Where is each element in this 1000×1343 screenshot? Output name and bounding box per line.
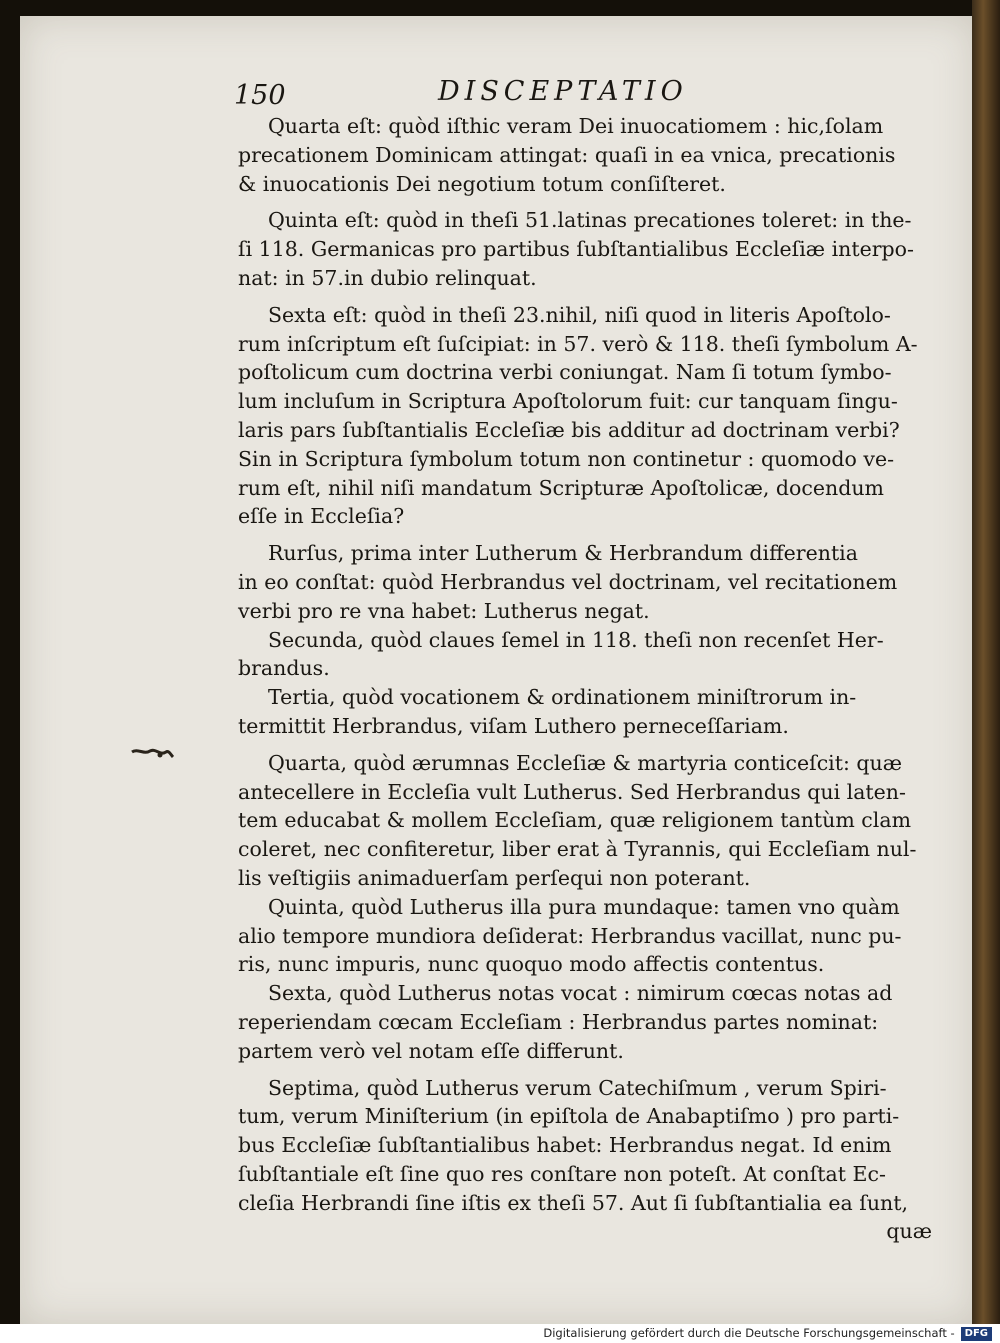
book-spine xyxy=(972,0,1000,1343)
page-header xyxy=(234,76,924,112)
text-line: lum incluſum in Scriptura Apoſtolorum fuit: cur tanquam ſingu- xyxy=(238,389,898,414)
body-text xyxy=(238,112,924,1217)
paragraph xyxy=(238,626,924,684)
text-line: ſubſtantiale eſt ſine quo res conſtare non poteſt. At conſtat Ec- xyxy=(238,1161,886,1186)
text-line: poſtolicum cum doctrina verbi coniungat. Nam ſi totum ſymbo- xyxy=(238,360,892,385)
text-line: antecellere in Eccleſia vult Lutherus. Sed Herbrandus qui laten- xyxy=(238,779,906,804)
paragraph xyxy=(238,893,924,979)
text-line: eſſe in Eccleſia? xyxy=(238,504,405,529)
paragraph xyxy=(238,749,924,893)
running-head: DISCEPTATIO xyxy=(438,76,688,107)
digitization-footer xyxy=(0,1324,1000,1343)
text-line: Septima, quòd Lutherus verum Catechiſmum , verum Spiri- xyxy=(268,1075,887,1100)
text-line: Secunda, quòd claues ſemel in 118. theſi non recenſet Her- xyxy=(268,627,884,652)
text-line: Quarta, quòd ærumnas Eccleſiæ & martyria conticeſcit: quæ xyxy=(268,750,902,775)
text-line: in eo conſtat: quòd Herbrandus vel doctrinam, vel recitationem xyxy=(238,569,898,594)
text-line: ris, nunc impuris, nunc quoquo modo affectis contentus. xyxy=(238,952,825,977)
text-line: partem verò vel notam eſſe differunt. xyxy=(238,1038,624,1063)
paragraph xyxy=(238,683,924,741)
text-line: precationem Dominicam attingat: quaſi in ea vnica, precationis xyxy=(238,142,896,167)
catchword: quæ xyxy=(886,1219,932,1244)
text-line: brandus. xyxy=(238,656,330,681)
text-line: verbi pro re vna habet: Lutherus negat. xyxy=(238,598,650,623)
text-line: rum inſcriptum eſt ſuſcipiat: in 57. verò & 118. theſi ſymbolum A- xyxy=(238,331,918,356)
text-line: tum, verum Miniſterium (in epiſtola de Anabaptiſmo ) pro parti- xyxy=(238,1104,900,1129)
text-line: alio tempore mundiora deſiderat: Herbrandus vacillat, nunc pu- xyxy=(238,923,902,948)
text-line: bus Eccleſiæ ſubſtantialibus habet: Herbrandus negat. Id enim xyxy=(238,1133,892,1158)
paragraph xyxy=(238,206,924,292)
text-line: lis veſtigiis animaduerſam perſequi non poterant. xyxy=(238,865,751,890)
text-line: laris pars ſubſtantialis Eccleſiæ bis additur ad doctrinam verbi? xyxy=(238,417,900,442)
text-line: termittit Herbrandus, viſam Luthero perneceſſariam. xyxy=(238,713,789,738)
text-line: Sexta, quòd Lutherus notas vocat : nimirum cœcas notas ad xyxy=(268,981,893,1006)
text-line: Quinta eſt: quòd in theſi 51.latinas precationes toleret: in the- xyxy=(268,208,912,233)
text-line: ſi 118. Germanicas pro partibus ſubſtantialibus Eccleſiæ interpo- xyxy=(238,237,914,262)
paragraph xyxy=(238,979,924,1065)
dfg-logo-icon: DFG xyxy=(961,1327,992,1341)
text-line: Sin in Scriptura ſymbolum totum non continetur : quomodo ve- xyxy=(238,446,895,471)
text-block xyxy=(234,76,932,1246)
paragraph xyxy=(238,1074,924,1218)
text-line: tem educabat & mollem Eccleſiam, quæ religionem tantùm clam xyxy=(238,808,912,833)
page-number: 150 xyxy=(234,80,286,111)
text-line: rum eſt, nihil niſi mandatum Scripturæ Apoſtolicæ, docendum xyxy=(238,475,884,500)
paragraph xyxy=(238,112,924,198)
text-line: & inuocationis Dei negotium totum conſiſteret. xyxy=(238,171,726,196)
text-line: Tertia, quòd vocationem & ordinationem miniſtrorum in- xyxy=(268,685,857,710)
paragraph xyxy=(238,539,924,625)
text-line: Sexta eſt: quòd in theſi 23.nihil, niſi quod in literis Apoſtolo- xyxy=(268,302,891,327)
paragraph xyxy=(238,301,924,531)
footer-credit: Digitalisierung gefördert durch die Deutsche Forschungsgemeinschaft - xyxy=(543,1326,955,1340)
text-line: coleret, nec confiteretur, liber erat à Tyrannis, qui Eccleſiam nul- xyxy=(238,837,917,862)
text-line: Rurſus, prima inter Lutherum & Herbrandum differentia xyxy=(268,541,858,566)
text-line: cleſia Herbrandi ſine iſtis ex theſi 57. Aut ſi ſubſtantialia ea ſunt, xyxy=(238,1190,909,1215)
text-line: Quinta, quòd Lutherus illa pura mundaque: tamen vno quàm xyxy=(268,894,900,919)
text-line: reperiendam cœcam Eccleſiam : Herbrandus partes nominat: xyxy=(238,1009,879,1034)
text-line: nat: in 57.in dubio relinquat. xyxy=(238,265,537,290)
text-line: Quarta eſt: quòd iſthic veram Dei inuocatiomem : hic,ſolam xyxy=(268,114,884,138)
margin-ink-mark xyxy=(130,746,174,760)
